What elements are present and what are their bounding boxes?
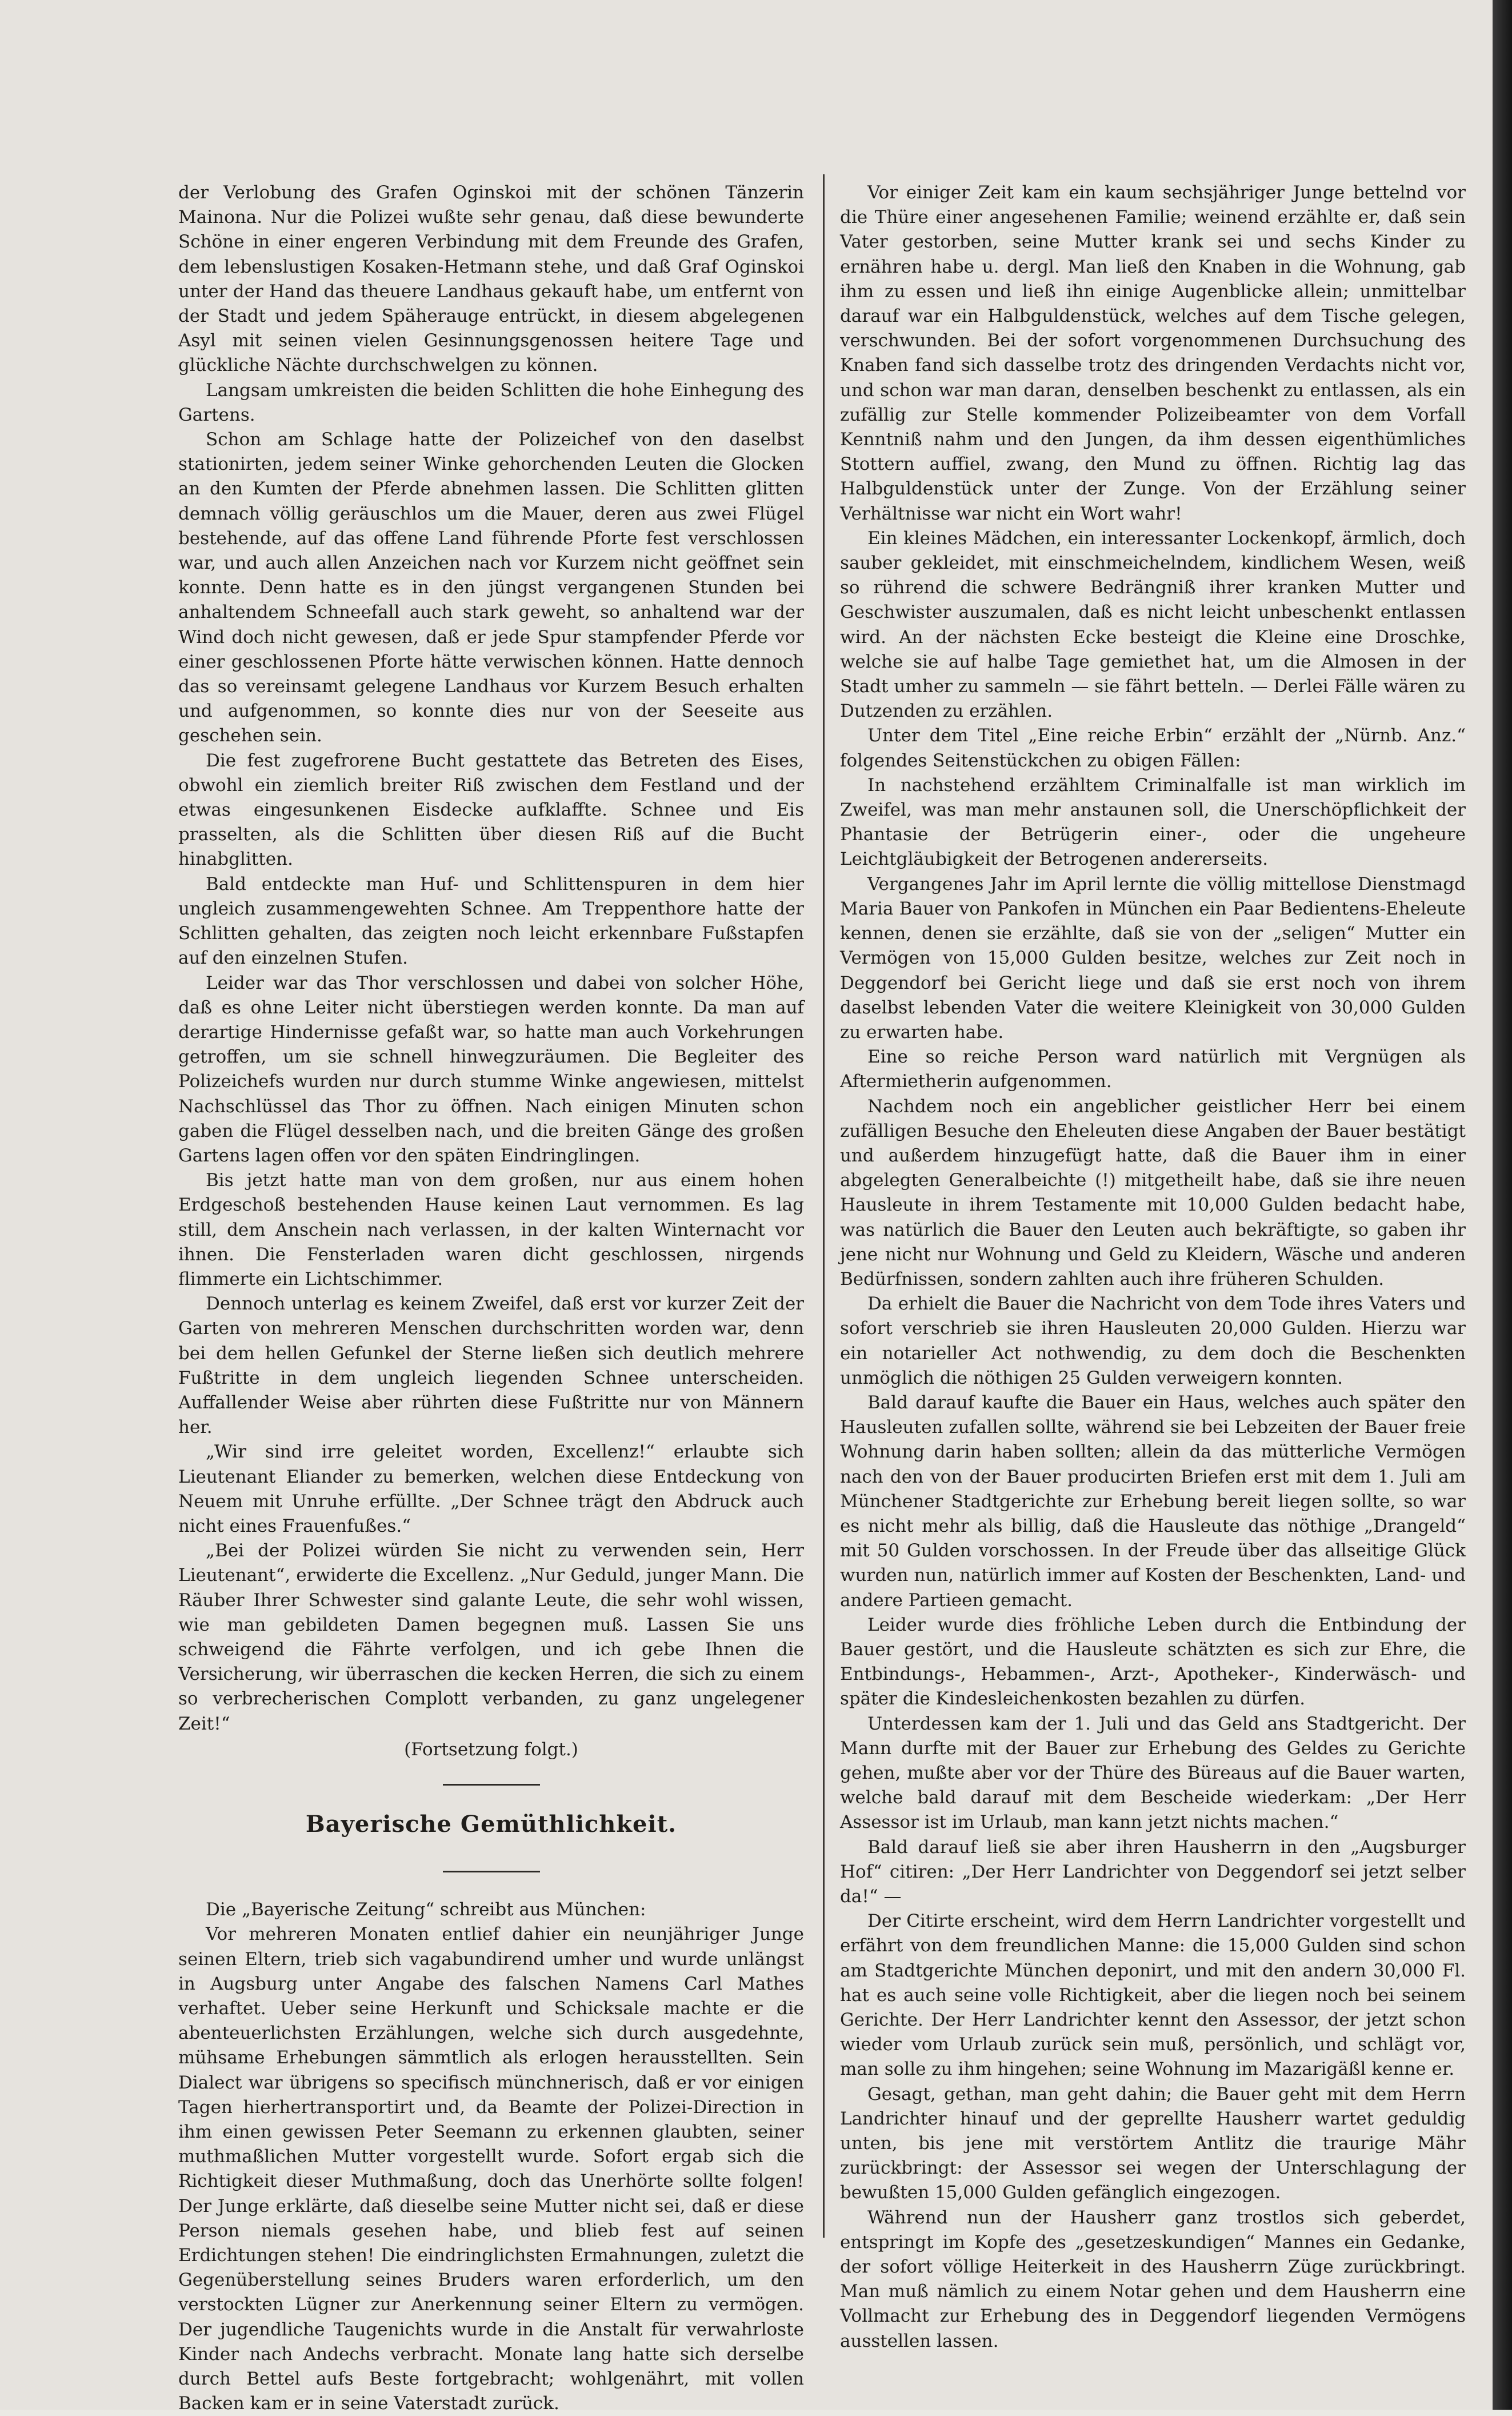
left-paragraph: Bis jetzt hatte man von dem großen, nur aus einem hohen Erdgeschoß bestehenden Hause keinen Laut vernommen. Es lag still, dem Anschein nach verlassen, in der kalten Winternacht vor ihnen. Die Fensterladen waren dicht geschlossen, nirgends flimmerte ein Lichtschimmer.: [178, 1170, 804, 1289]
right-paragraph: Bald darauf ließ sie aber ihren Hausherrn in den „Augsburger Hof“ citiren: „Der Herr Landrichter von Deggendorf sei jetzt selber da!“ —: [840, 1836, 1466, 1907]
right-paragraph: Vergangenes Jahr im April lernte die völlig mittellose Dienstmagd Maria Bauer von Pankofen in München ein Paar Bedientens-Eheleute kennen, denen sie erzählte, daß sie von der „seligen“ Mutter ein Vermögen von 15,000 Gulden besitze, welches zur Zeit noch in Deggendorf bei Gericht liege und daß sie erst noch von ihrem daselbst lebenden Vater die weitere Kleinigkeit von 30,000 Gulden zu erwarten habe.: [840, 873, 1466, 1043]
right-paragraph: Bald darauf kaufte die Bauer ein Haus, welches auch später den Hausleuten zufallen sollte, während sie bei Lebzeiten der Bauer freie Wohnung darin haben sollten; allein da das mütterliche Vermögen nach den von der Bauer producirten Briefen erst mit dem 1. Juli am Münchener Stadtgerichte zur Erhebung bereit liegen sollte, so war es nicht mehr als billig, daß die Hausleute das nöthige „Drangeld“ mit 50 Gulden vorschossen. In der Freude über das allseitige Glück wurden nun, natürlich immer auf Kosten der Beschenkten, Land- und andere Partieen gemacht.: [840, 1392, 1466, 1611]
continuation-note: (Fortsetzung folgt.): [404, 1739, 578, 1760]
article-title: Bayerische Gemüthlichkeit.: [305, 1811, 677, 1838]
right-paragraph: Unterdessen kam der 1. Juli und das Geld ans Stadtgericht. Der Mann durfte mit der Bauer zur Erhebung des Geldes zu Gerichte gehen, mußte aber vor der Thüre des Büreaus auf die Bauer warten, welche bald darauf mit dem Bescheide wiederkam: „Der Herr Assessor ist im Urlaub, man kann jetzt nichts machen.“: [840, 1713, 1466, 1833]
right-paragraph: Unter dem Titel „Eine reiche Erbin“ erzählt der „Nürnb. Anz.“ folgendes Seitenstückchen zu obigen Fällen:: [840, 725, 1466, 771]
left-paragraph: „Wir sind irre geleitet worden, Excellenz!“ erlaubte sich Lieutenant Eliander zu bemerken, welchen diese Entdeckung von Neuem mit Unruhe erfüllte. „Der Schnee trägt den Abdruck auch nicht eines Frauenfußes.“: [178, 1441, 804, 1536]
right-paragraph: Nachdem noch ein angeblicher geistlicher Herr bei einem zufälligen Besuche den Eheleuten diese Angaben der Bauer bestätigt und außerdem hinzugefügt hatte, daß die Bauer ihm in einer abgelegten Generalbeichte (!) mitgetheilt habe, daß sie ihre neuen Hausleute in ihrem Testamente mit 10,000 Gulden bedacht habe, was natürlich die Bauer den Leuten auch bekräftigte, so gaben ihr jene nicht nur Wohnung und Geld zu Kleidern, Wäsche und anderen Bedürfnissen, sondern zahlten auch ihre früheren Schulden.: [840, 1096, 1466, 1289]
left-paragraph: Dennoch unterlag es keinem Zweifel, daß erst vor kurzer Zeit der Garten von mehreren Menschen durchschritten worden war, denn bei dem hellen Gefunkel der Sterne ließen sich deutlich mehrere Fußtritte in dem ungleich liegenden Schnee unterscheiden. Auffallender Weise aber rührten diese Fußtritte nur von Männern her.: [178, 1293, 804, 1438]
book-spine-edge: [1493, 0, 1512, 2410]
left-paragraph: der Verlobung des Grafen Oginskoi mit der schönen Tänzerin Mainona. Nur die Polizei wußte sehr genau, daß diese bewunderte Schöne in einer engeren Verbindung mit dem Freunde des Grafen, dem lebenslustigen Kosaken-Hetmann stehe, und daß Graf Oginskoi unter der Hand das theuere Landhaus gekauft habe, um entfernt von der Stadt und jedem Späherauge entrückt, in diesem abgelegenen Asyl mit seinen vielen Gesinnungsgenossen heitere Tage und glückliche Nächte durchschwelgen zu können.: [178, 182, 804, 376]
left-paragraph: Die fest zugefrorene Bucht gestattete das Betreten des Eises, obwohl ein ziemlich breiter Riß zwischen dem Festland und der etwas eingesunkenen Eisdecke aufklaffte. Schnee und Eis prasselten, als die Schlitten über diesen Riß auf die Bucht hinabglitten.: [178, 750, 804, 870]
left-paragraph: „Bei der Polizei würden Sie nicht zu verwenden sein, Herr Lieutenant“, erwiderte die Excellenz. „Nur Geduld, junger Mann. Die Räuber Ihrer Schwester sind galante Leute, die sehr wohl wissen, wie man gebildeten Damen begegnen muß. Lassen Sie uns schweigend die Fährte verfolgen, und ich gebe Ihnen die Versicherung, wir überraschen die kecken Herren, die sich zu einem so verbrecherischen Complott verbanden, zu ganz ungelegener Zeit!“: [178, 1540, 804, 1734]
article-paragraph: Die „Bayerische Zeitung“ schreibt aus München:: [206, 1899, 646, 1920]
column-divider: [823, 174, 825, 2238]
right-paragraph: Eine so reiche Person ward natürlich mit Vergnügen als Aftermietherin aufgenommen.: [840, 1047, 1466, 1092]
left-paragraph: Leider war das Thor verschlossen und dabei von solcher Höhe, daß es ohne Leiter nicht überstiegen werden konnte. Da man auf derartige Hindernisse gefaßt war, so hatte man auch Vorkehrungen getroffen, um sie schnell hinwegzuräumen. Die Begleiter des Polizeichefs wurden nur durch stumme Winke angewiesen, mittelst Nachschlüssel das Thor zu öffnen. Nach einigen Minuten schon gaben die Flügel desselben nach, und die breiten Gänge des großen Gartens lagen offen vor den späten Eindringlingen.: [178, 972, 804, 1166]
article-paragraph: Vor mehreren Monaten entlief dahier ein neunjähriger Junge seinen Eltern, trieb sich vagabundirend umher und wurde unlängst in Augsburg unter Angabe des falschen Namens Carl Mathes verhaftet. Ueber seine Herkunft und Schicksale machte er die abenteuerlichsten Erzählungen, welche sich durch ausgedehnte, mühsame Erhebungen sämmtlich als erlogen herausstellten. Sein Dialect war übrigens so specifisch münchnerisch, daß er vor einigen Tagen hierhertransportirt und, da Beamte der Polizei-Direction in ihm einen gewissen Peter Seemann zu erkennen glaubten, seiner muthmaßlichen Mutter vorgestellt wurde. Sofort ergab sich die Richtigkeit dieser Muthmaßung, doch das Unerhörte sollte folgen! Der Junge erklärte, daß dieselbe seine Mutter nicht sei, daß er diese Person niemals gesehen habe, und blieb fest auf seinen Erdichtungen stehen! Die eindringlichsten Ermahnungen, zuletzt die Gegenüberstellung seines Bruders waren erforderlich, um den verstockten Lügner zur Anerkennung seiner Eltern zu vermögen. Der jugendliche Taugenichts wurde in die Anstalt für verwahrloste Kinder nach Andechs verbracht. Monate lang hatte sich derselbe durch Bettel aufs Beste fortgebracht; wohlgenährt, mit vollen Backen kam er in seine Vaterstadt zurück.: [178, 1924, 804, 2414]
right-paragraph: Leider wurde dies fröhliche Leben durch die Entbindung der Bauer gestört, und die Hausleute schätzten es sich zur Ehre, die Entbindungs-, Hebammen-, Arzt-, Apotheker-, Kinderwäsch- und später die Kindesleichenkosten bezahlen zu dürfen.: [840, 1614, 1466, 1710]
right-paragraph: Ein kleines Mädchen, ein interessanter Lockenkopf, ärmlich, doch sauber gekleidet, mit einschmeichelndem, kindlichem Wesen, weiß so rührend die schwere Bedrängniß ihrer kranken Mutter und Geschwister auszumalen, daß es nicht leicht unbeschenkt entlassen wird. An der nächsten Ecke besteigt die Kleine eine Droschke, welche sie auf halbe Tage gemiethet hat, um die Almosen in der Stadt umher zu sammeln — sie fährt betteln. — Derlei Fälle wären zu Dutzenden zu erzählen.: [840, 528, 1466, 722]
title-rule: [443, 1871, 540, 1872]
right-paragraph: Der Citirte erscheint, wird dem Herrn Landrichter vorgestellt und erfährt von dem freundlichen Manne: die 15,000 Gulden sind schon am Stadtgerichte München deponirt, und mit den andern 30,000 Fl. hat es auch seine volle Richtigkeit, aber die liegen noch bei seinem Gerichte. Der Herr Landrichter kennt den Assessor, der jetzt schon wieder vom Urlaub zurück sein muß, persönlich, und schlägt vor, man solle zu ihm hingehen; seine Wohnung im Mazarigäßl kenne er.: [840, 1911, 1466, 2080]
left-column: [178, 181, 804, 2414]
right-column: [840, 181, 1466, 2351]
right-paragraph: In nachstehend erzähltem Criminalfalle ist man wirklich im Zweifel, was man mehr anstaunen soll, die Unerschöpflichkeit der Phantasie der Betrügerin einer-, oder die ungeheure Leichtgläubigkeit der Betrogenen andererseits.: [840, 774, 1466, 870]
right-paragraph: Gesagt, gethan, man geht dahin; die Bauer geht mit dem Herrn Landrichter hinauf und der geprellte Hausherr wartet geduldig unten, bis jene mit verstörtem Antlitz die traurige Mähr zurückbringt: der Assessor sei wegen der Unterschlagung der bewußten 15,000 Gulden gefänglich eingezogen.: [840, 2083, 1466, 2203]
right-paragraph: Da erhielt die Bauer die Nachricht von dem Tode ihres Vaters und sofort verschrieb sie ihren Hausleuten 20,000 Gulden. Hierzu war ein notarieller Act nothwendig, zu dem doch die Beschenkten unmöglich die nöthigen 25 Gulden verweigern konnten.: [840, 1293, 1466, 1388]
right-paragraph: Vor einiger Zeit kam ein kaum sechsjähriger Junge bettelnd vor die Thüre einer angesehenen Familie; weinend erzählte er, daß sein Vater gestorben, seine Mutter krank sei und sechs Kinder zu ernähren habe u. dergl. Man ließ den Knaben in die Wohnung, gab ihm zu essen und ließ ihn einige Augenblicke allein; unmittelbar darauf war ein Halbguldenstück, welches auf dem Tische gelegen, verschwunden. Bei der sofort vorgenommenen Durchsuchung des Knaben fand sich dasselbe trotz des dringenden Verdachts nicht vor, und schon war man daran, denselben beschenkt zu entlassen, als ein zufällig zur Stelle kommender Polizeibeamter von dem Vorfall Kenntniß nahm und den Jungen, da ihm dessen eigenthümliches Stottern auffiel, zwang, den Mund zu öffnen. Richtig lag das Halbguldenstück unter der Zunge. Von der Erzählung seiner Verhältnisse war nicht ein Wort wahr!: [840, 182, 1466, 524]
left-paragraph: Langsam umkreisten die beiden Schlitten die hohe Einhegung des Gartens.: [178, 380, 804, 425]
right-paragraph: Während nun der Hausherr ganz trostlos sich geberdet, entspringt im Kopfe des „gesetzeskundigen“ Mannes ein Gedanke, der sofort völlige Heiterkeit in des Hausherrn Züge zurückbringt. Man muß nämlich zu einem Notar gehen und dem Hausherrn eine Vollmacht zur Erhebung des in Deggendorf liegenden Vermögens ausstellen lassen.: [840, 2207, 1466, 2351]
left-paragraph: Schon am Schlage hatte der Polizeichef von den daselbst stationirten, jedem seiner Winke gehorchenden Leuten die Glocken an den Kumten der Pferde abnehmen lassen. Die Schlitten glitten demnach völlig geräuschlos um die Mauer, deren aus zwei Flügel bestehende, auf das offene Land führende Pforte fest verschlossen war, und auch allen Anzeichen nach vor Kurzem nicht geöffnet sein konnte. Denn hatte es in den jüngst vergangenen Stunden bei anhaltendem Schneefall auch stark geweht, so anhaltend war der Wind doch nicht gewesen, daß er jede Spur stampfender Pferde vor einer geschlossenen Pforte hätte verwischen können. Hatte dennoch das so vereinsamt gelegene Landhaus vor Kurzem Besuch erhalten und aufgenommen, so konnte dies nur von der Seeseite aus geschehen sein.: [178, 429, 804, 746]
section-rule: [443, 1784, 540, 1786]
left-paragraph: Bald entdeckte man Huf- und Schlittenspuren in dem hier ungleich zusammengewehten Schnee. Am Treppenthore hatte der Schlitten gehalten, das zeigten noch leicht erkennbare Fußstapfen auf den einzelnen Stufen.: [178, 873, 804, 969]
